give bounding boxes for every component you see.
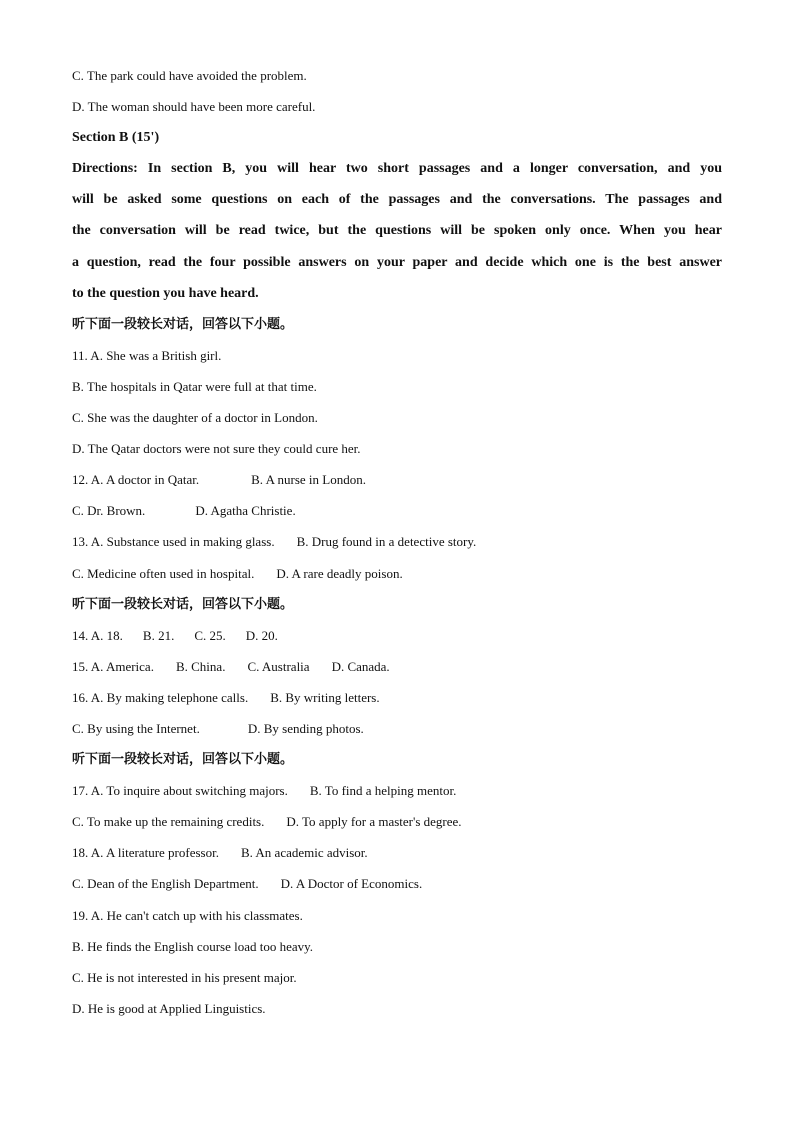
q18-option-d: D. A Doctor of Economics. bbox=[280, 876, 423, 892]
instruction-heading-1: 听下面一段较长对话，回答以下小题。 bbox=[72, 316, 294, 332]
q18-option-b: B. An academic advisor. bbox=[240, 845, 368, 861]
q12-option-c: C. Dr. Brown. bbox=[72, 503, 146, 519]
q11-option-b: B. The hospitals in Qatar were full at that time. bbox=[72, 378, 317, 394]
q12-option-b: B. A nurse in London. bbox=[251, 472, 366, 488]
q19-option-d: D. He is good at Applied Linguistics. bbox=[72, 1000, 266, 1016]
q13-option-d: D. A rare deadly poison. bbox=[276, 565, 403, 581]
q17-option-d: D. To apply for a master's degree. bbox=[286, 814, 462, 830]
q16-option-b: B. By writing letters. bbox=[270, 689, 380, 705]
directions-line-5: to the question you have heard. bbox=[72, 285, 259, 301]
q16-option-d: D. By sending photos. bbox=[247, 720, 364, 736]
q11-option-d: D. The Qatar doctors were not sure they could cure her. bbox=[72, 441, 361, 457]
q19-option-b: B. He finds the English course load too heavy. bbox=[72, 938, 314, 954]
q14-option-d: D. 20. bbox=[245, 627, 278, 643]
q15-options bbox=[72, 655, 722, 686]
q14-option-b: B. 21. bbox=[142, 627, 175, 643]
q16-options-ab bbox=[72, 686, 722, 717]
directions-line-4: a question, read the four possible answers on your paper and decide which one is the best answer bbox=[72, 254, 722, 270]
q15-option-d: D. Canada. bbox=[331, 658, 390, 674]
q19-option-a: 19. A. He can't catch up with his classmates. bbox=[72, 907, 303, 923]
q13-options-ab bbox=[72, 530, 722, 561]
q11-option-a: 11. A. She was a British girl. bbox=[72, 347, 222, 363]
directions-line-1: Directions: In section B, you will hear two short passages and a longer conversation, and you bbox=[72, 161, 722, 177]
q15-option-a: 15. A. America. bbox=[72, 658, 154, 674]
q14-option-c: C. 25. bbox=[194, 627, 226, 643]
q17-options-ab bbox=[72, 779, 722, 810]
q16-option-a: 16. A. By making telephone calls. bbox=[72, 689, 249, 705]
directions-line-3: the conversation will be read twice, but the questions will be spoken only once. When you hear bbox=[72, 223, 722, 239]
q18-options-ab bbox=[72, 841, 722, 872]
q19-option-c: C. He is not interested in his present major. bbox=[72, 969, 297, 985]
section-heading: Section B (15') bbox=[72, 130, 160, 146]
q11-option-c: C. She was the daughter of a doctor in London. bbox=[72, 410, 318, 426]
q12-option-a: 12. A. A doctor in Qatar. bbox=[72, 472, 200, 488]
q17-option-b: B. To find a helping mentor. bbox=[309, 783, 457, 799]
q12-option-d: D. Agatha Christie. bbox=[195, 503, 296, 519]
q13-option-c: C. Medicine often used in hospital. bbox=[72, 565, 255, 581]
q14-options bbox=[72, 624, 722, 655]
q15-option-c: C. Australia bbox=[247, 658, 310, 674]
q14-option-a: 14. A. 18. bbox=[72, 627, 123, 643]
q15-option-b: B. China. bbox=[175, 658, 226, 674]
option-d-top: D. The woman should have been more careful. bbox=[72, 99, 316, 115]
q17-options-cd bbox=[72, 810, 722, 841]
q16-options-cd bbox=[72, 717, 722, 748]
q13-options-cd bbox=[72, 562, 722, 593]
exam-content bbox=[72, 64, 722, 1028]
q17-option-c: C. To make up the remaining credits. bbox=[72, 814, 265, 830]
q18-option-c: C. Dean of the English Department. bbox=[72, 876, 259, 892]
q17-option-a: 17. A. To inquire about switching majors. bbox=[72, 783, 288, 799]
q13-option-b: B. Drug found in a detective story. bbox=[296, 534, 477, 550]
q18-options-cd bbox=[72, 872, 722, 903]
instruction-heading-2: 听下面一段较长对话，回答以下小题。 bbox=[72, 596, 294, 612]
q12-options-ab bbox=[72, 468, 722, 499]
q13-option-a: 13. A. Substance used in making glass. bbox=[72, 534, 275, 550]
instruction-heading-3: 听下面一段较长对话，回答以下小题。 bbox=[72, 752, 294, 768]
directions-line-2: will be asked some questions on each of the passages and the conversations. The passages and bbox=[72, 192, 722, 208]
q12-options-cd bbox=[72, 499, 722, 530]
option-c-top: C. The park could have avoided the problem. bbox=[72, 68, 307, 83]
q16-option-c: C. By using the Internet. bbox=[72, 720, 200, 736]
q18-option-a: 18. A. A literature professor. bbox=[72, 845, 219, 861]
